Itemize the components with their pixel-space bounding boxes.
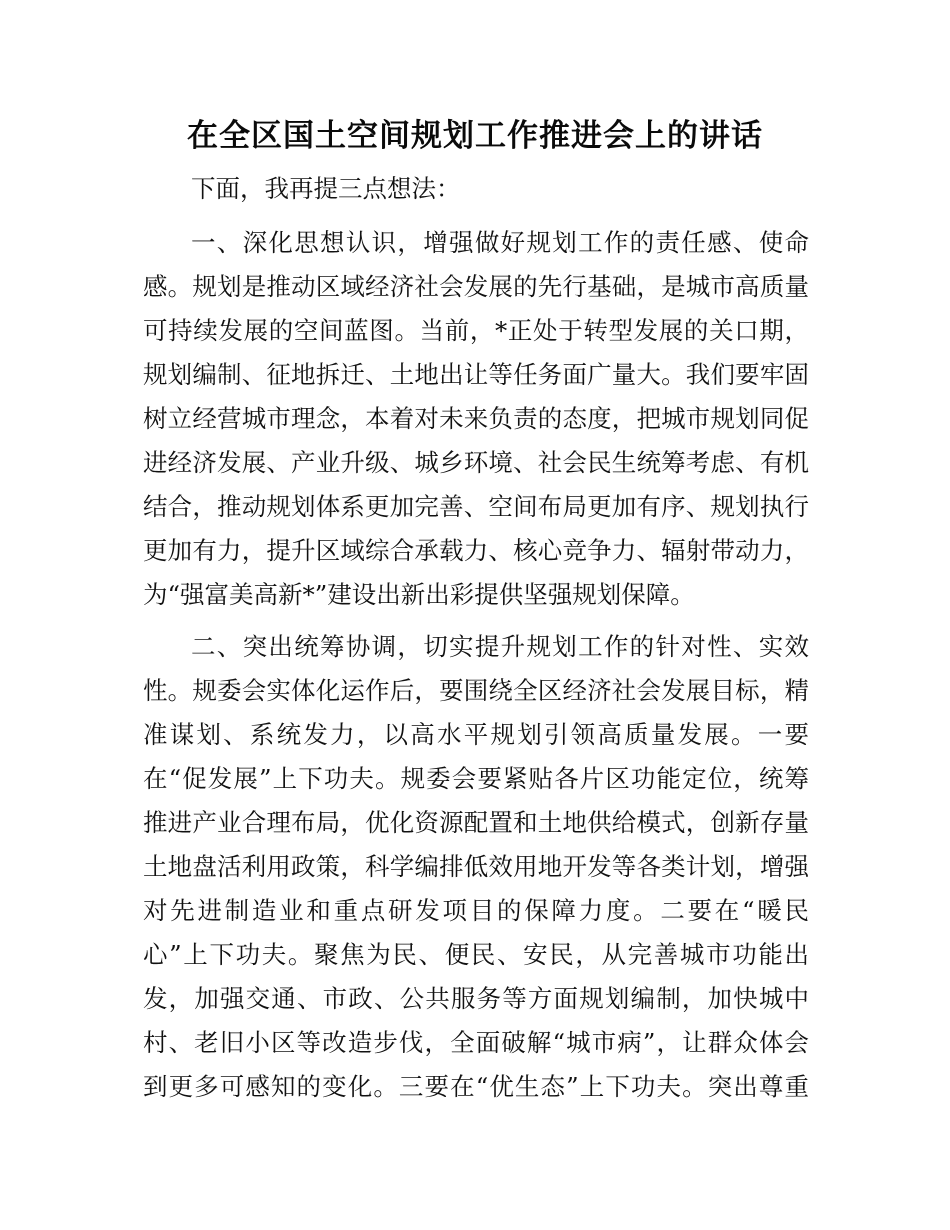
paragraph-line: 村、老旧小区等改造步伐，全面破解“城市病”，让群众体会	[143, 1028, 809, 1057]
paragraph-line: 心”上下功夫。聚焦为民、便民、安民，从完善城市功能出	[143, 940, 809, 969]
paragraph-line: 二、突出统筹协调，切实提升规划工作的针对性、实效	[191, 632, 809, 661]
paragraph-line: 可持续发展的空间蓝图。当前，*正处于转型发展的关口期，	[143, 316, 809, 345]
paragraph-line: 在“促发展”上下功夫。规委会要紧贴各片区功能定位，统筹	[143, 764, 809, 793]
paragraph-line: 更加有力，提升区域综合承载力、核心竞争力、辐射带动力，	[143, 536, 809, 565]
page-title: 在全区国土空间规划工作推进会上的讲话	[187, 118, 763, 154]
paragraph-line: 发，加强交通、市政、公共服务等方面规划编制，加快城中	[143, 984, 809, 1013]
paragraph-line: 感。规划是推动区域经济社会发展的先行基础，是城市高质量	[143, 272, 809, 301]
paragraph-line: 树立经营城市理念，本着对未来负责的态度，把城市规划同促	[143, 404, 809, 433]
paragraph-line: 对先进制造业和重点研发项目的保障力度。二要在“暖民	[143, 896, 809, 925]
paragraph-line: 准谋划、系统发力，以高水平规划引领高质量发展。一要	[143, 720, 809, 749]
paragraph-line: 为“强富美高新*”建设出新出彩提供坚强规划保障。	[143, 580, 695, 609]
paragraph-line: 到更多可感知的变化。三要在“优生态”上下功夫。突出尊重	[143, 1072, 809, 1101]
paragraph-line: 结合，推动规划体系更加完善、空间布局更加有序、规划执行	[143, 492, 809, 521]
paragraph-line: 进经济发展、产业升级、城乡环境、社会民生统筹考虑、有机	[143, 448, 809, 477]
paragraph-line: 推进产业合理布局，优化资源配置和土地供给模式，创新存量	[143, 808, 809, 837]
paragraph-line: 性。规委会实体化运作后，要围绕全区经济社会发展目标，精	[143, 676, 809, 705]
paragraph-line: 下面，我再提三点想法：	[191, 174, 461, 203]
paragraph-line: 一、深化思想认识，增强做好规划工作的责任感、使命	[191, 228, 809, 257]
paragraph-line: 规划编制、征地拆迁、土地出让等任务面广量大。我们要牢固	[143, 360, 809, 389]
paragraph-line: 土地盘活利用政策，科学编排低效用地开发等各类计划，增强	[143, 852, 809, 881]
